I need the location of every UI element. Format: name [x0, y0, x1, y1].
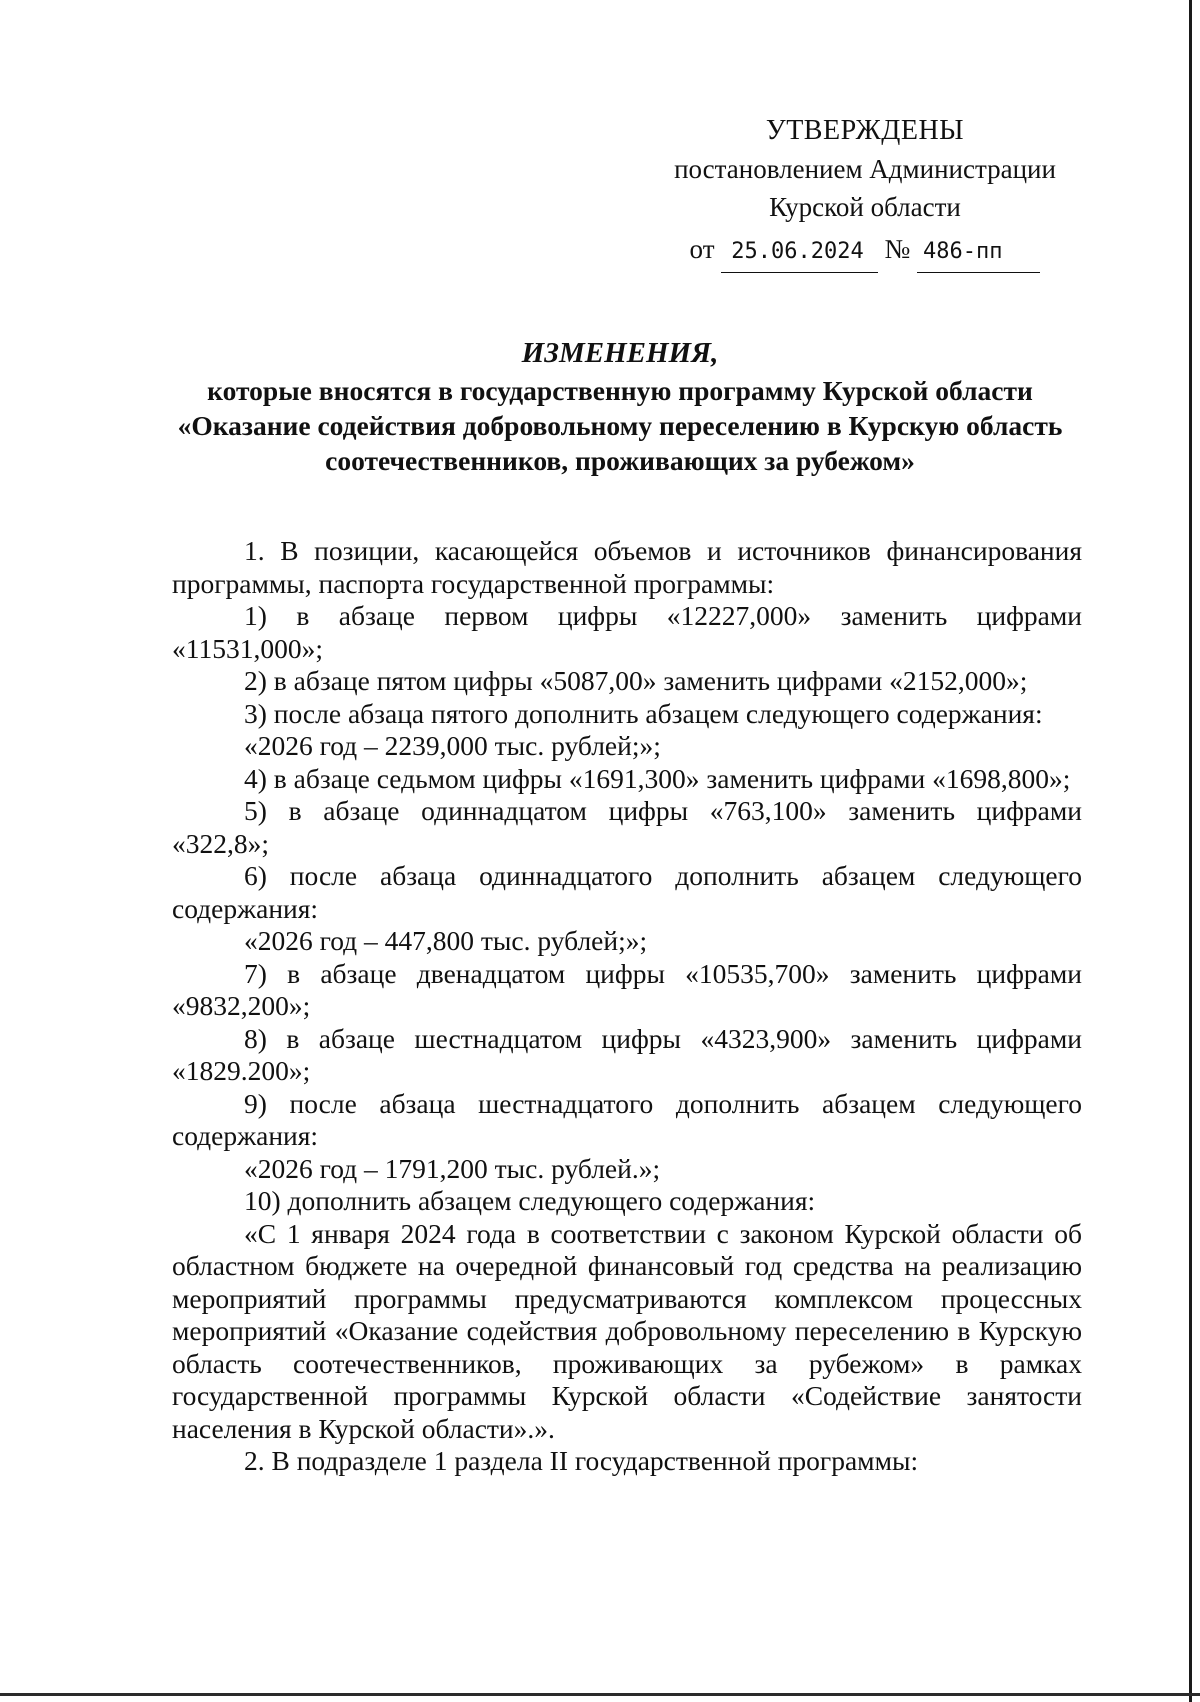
- paragraph-subitem-6: 6) после абзаца одиннадцатого дополнить абзацем следующего содержания:: [172, 860, 1082, 924]
- paragraph-subitem-2: 2) в абзаце пятом цифры «5087,00» заменить цифрами «2152,000»;: [244, 665, 1028, 696]
- date-prefix: от: [689, 234, 715, 264]
- date-value: 25.06.2024: [721, 233, 877, 273]
- document-body: [172, 535, 1082, 1478]
- paragraph-subitem-10: 10) дополнить абзацем следующего содержания:: [244, 1185, 816, 1216]
- document-title: [160, 336, 1080, 478]
- number-prefix: №: [884, 234, 911, 264]
- approval-stamp-block: [640, 112, 1090, 273]
- paragraph-quote-2024: «С 1 января 2024 года в соответствии с законом Курской области об областном бюджете на очередной финансовый год средства на реализацию мероприятий программы предусматриваются комплексом процессных мероприятий «Оказание содействия добровольному переселению в Курскую область соотечественников, проживающих за рубежом» в рамках государственной программы Курской области «Содействие занятости населения в Курской области».».: [172, 1217, 1082, 1444]
- paragraph-subitem-4: 4) в абзаце седьмом цифры «1691,300» заменить цифрами «1698,800»;: [244, 762, 1071, 794]
- paragraph-item-1: 1. В позиции, касающейся объемов и источников финансирования программы, паспорта государственной программы:: [172, 535, 1082, 599]
- paragraph-subitem-8: 8) в абзаце шестнадцатом цифры «4323,900» заменить цифрами «1829.200»;: [172, 1022, 1082, 1086]
- title-line-2: «Оказание содействия добровольному переселению в Курскую область: [177, 410, 1063, 441]
- number-value: 486-пп: [917, 233, 1040, 273]
- scan-edge-bottom: [0, 1693, 1200, 1696]
- title-line-3: соотечественников, проживающих за рубежом»: [325, 445, 915, 476]
- paragraph-subitem-9: 9) после абзаца шестнадцатого дополнить абзацем следующего содержания:: [172, 1087, 1082, 1151]
- approval-line-2: Курской области: [769, 192, 961, 222]
- approval-line-1: постановлением Администрации: [674, 154, 1056, 184]
- paragraph-quote-2026-b: «2026 год – 447,800 тыс. рублей;»;: [244, 925, 648, 956]
- paragraph-quote-2026-c: «2026 год – 1791,200 тыс. рублей.»;: [244, 1152, 661, 1184]
- title-line-1: которые вносятся в государственную программу Курской области: [207, 375, 1033, 406]
- paragraph-subitem-1: 1) в абзаце первом цифры «12227,000» заменить цифрами «11531,000»;: [172, 600, 1082, 664]
- scan-edge-right: [1189, 0, 1192, 1702]
- paragraph-item-2: 2. В подразделе 1 раздела II государственной программы:: [244, 1445, 919, 1476]
- approval-heading: УТВЕРЖДЕНЫ: [765, 115, 965, 146]
- approval-date-line: [640, 230, 1090, 273]
- paragraph-subitem-3: 3) после абзаца пятого дополнить абзацем следующего содержания:: [244, 697, 1043, 729]
- paragraph-quote-2026-a: «2026 год – 2239,000 тыс. рублей;»;: [244, 730, 661, 761]
- paragraph-subitem-7: 7) в абзаце двенадцатом цифры «10535,700» заменить цифрами «9832,200»;: [172, 957, 1082, 1021]
- paragraph-subitem-5: 5) в абзаце одиннадцатом цифры «763,100» заменить цифрами «322,8»;: [172, 795, 1082, 859]
- title-main: ИЗМЕНЕНИЯ,: [521, 337, 719, 369]
